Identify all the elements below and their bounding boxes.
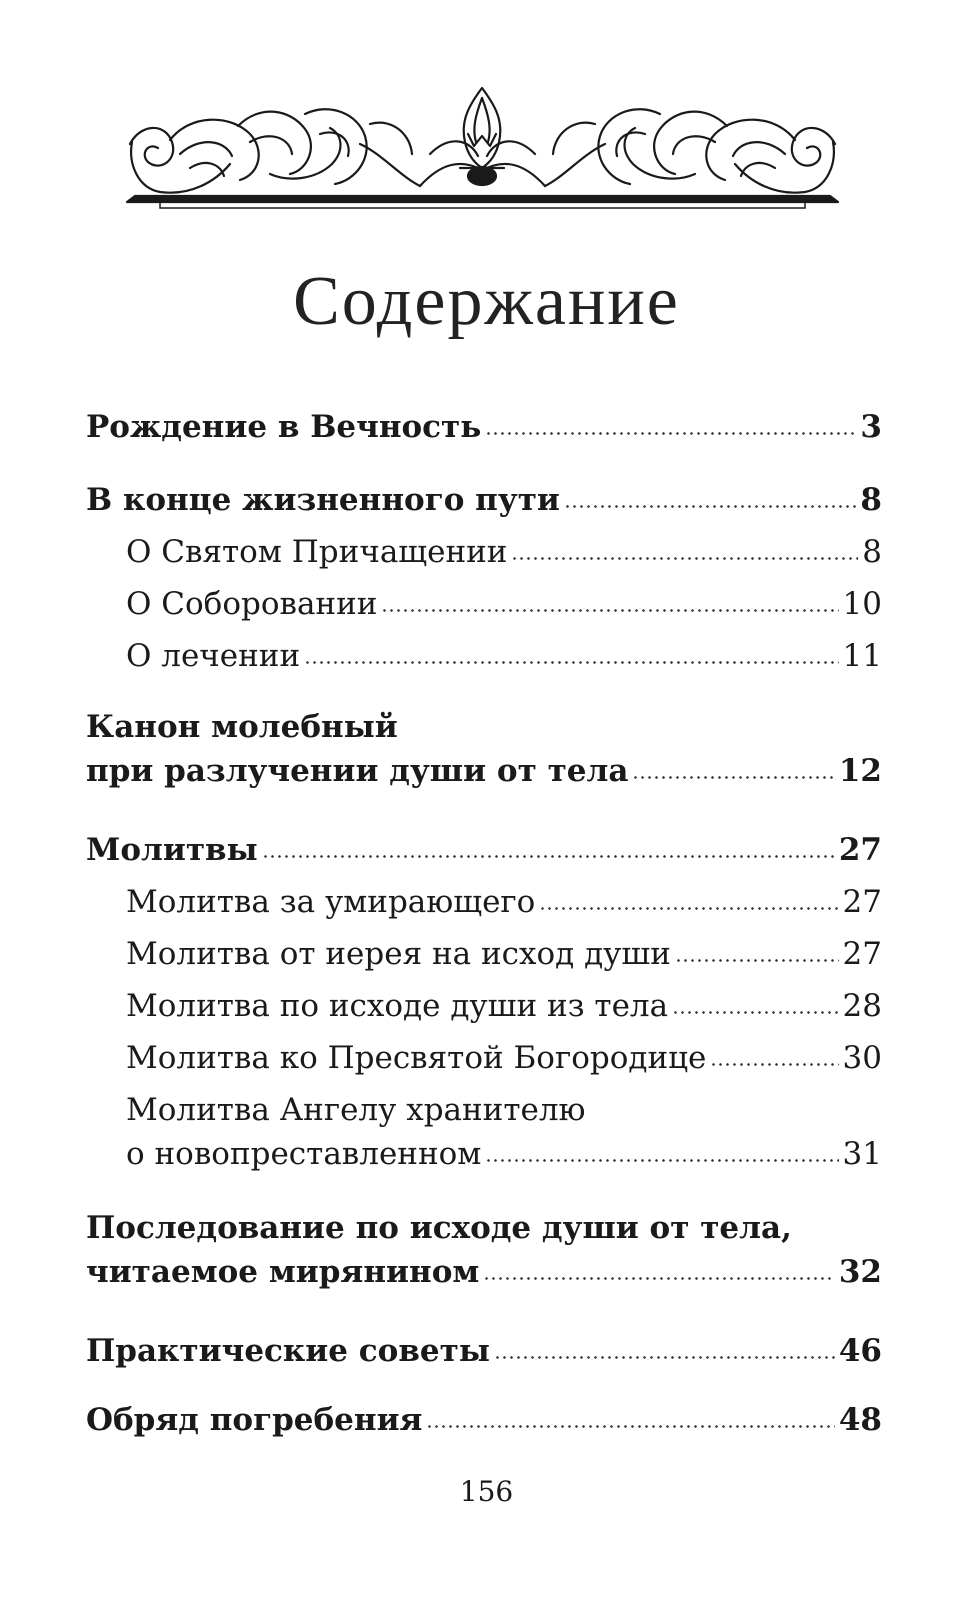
toc-entry-page: 12 bbox=[838, 753, 882, 789]
leader-dots bbox=[511, 557, 858, 560]
leader-dots bbox=[539, 907, 838, 910]
toc-entry-label: Молитва за умирающего bbox=[126, 884, 536, 920]
leader-dots bbox=[485, 432, 856, 435]
toc-entry-page: 8 bbox=[862, 534, 882, 570]
toc-entry-label: Практические советы bbox=[86, 1333, 490, 1369]
toc-subentry[interactable] bbox=[86, 1036, 882, 1080]
toc-subentry[interactable] bbox=[86, 932, 882, 976]
toc-entry-page: 46 bbox=[838, 1333, 882, 1369]
toc-entry-page: 30 bbox=[842, 1040, 882, 1076]
toc-entry-label: Молитвы bbox=[86, 832, 258, 868]
leader-dots bbox=[672, 1011, 838, 1014]
toc-entry-label: Обряд погребения bbox=[86, 1402, 423, 1438]
page-title: Содержание bbox=[293, 263, 680, 340]
toc-entry-page: 27 bbox=[842, 884, 882, 920]
toc-entry-page: 3 bbox=[860, 409, 882, 445]
page-number: 156 bbox=[459, 1475, 514, 1508]
toc-subentry[interactable] bbox=[86, 530, 882, 574]
toc-subentry[interactable] bbox=[86, 984, 882, 1028]
toc-entry-label: Молитва от иерея на исход души bbox=[126, 936, 671, 972]
toc-entry-label: Молитва по исходе души из тела bbox=[126, 988, 669, 1024]
toc-subentry[interactable] bbox=[86, 880, 882, 924]
toc-entry-page: 27 bbox=[842, 936, 882, 972]
toc-entry-page: 10 bbox=[842, 586, 882, 622]
toc-subentry[interactable] bbox=[86, 582, 882, 626]
leader-dots bbox=[304, 661, 838, 664]
leader-dots bbox=[426, 1425, 834, 1428]
toc-entry-page: 28 bbox=[842, 988, 882, 1024]
floral-ornament-header bbox=[120, 84, 845, 220]
toc-entry[interactable] bbox=[86, 405, 882, 449]
toc-entry[interactable] bbox=[86, 705, 882, 801]
toc-entry-label: О Соборовании bbox=[126, 586, 378, 622]
toc-entry[interactable] bbox=[86, 1329, 882, 1373]
toc-entry-page: 32 bbox=[838, 1254, 882, 1290]
toc-entry-label: В конце жизненного пути bbox=[86, 482, 560, 518]
leader-dots bbox=[632, 776, 834, 779]
toc-entry-label-line1: Молитва Ангелу хранителю bbox=[126, 1092, 586, 1128]
toc-entry-label-line1: Последование по исходе души от тела, bbox=[86, 1210, 792, 1246]
toc-entry-label: о новопреставленном bbox=[126, 1136, 482, 1172]
toc-entry-label: читаемое мирянином bbox=[86, 1254, 480, 1290]
toc-subentry[interactable] bbox=[86, 634, 882, 678]
toc-entry[interactable] bbox=[86, 478, 882, 522]
leader-dots bbox=[494, 1356, 835, 1359]
leader-dots bbox=[485, 1159, 838, 1162]
leader-dots bbox=[675, 959, 839, 962]
toc-entry-page: 27 bbox=[838, 832, 882, 868]
leader-dots bbox=[262, 855, 835, 858]
toc-entry[interactable] bbox=[86, 1398, 882, 1442]
toc-entry-label: О лечении bbox=[126, 638, 301, 674]
leader-dots bbox=[564, 505, 857, 508]
leader-dots bbox=[381, 609, 838, 612]
toc-subentry[interactable] bbox=[86, 1088, 882, 1184]
toc-entry[interactable] bbox=[86, 1206, 882, 1302]
toc-entry-page: 11 bbox=[842, 638, 882, 674]
toc-entry-label: О Святом Причащении bbox=[126, 534, 508, 570]
toc-entry-label-line1: Канон молебный bbox=[86, 709, 398, 745]
toc-entry-page: 8 bbox=[860, 482, 882, 518]
toc-entry-page: 31 bbox=[842, 1136, 882, 1172]
toc-entry[interactable] bbox=[86, 828, 882, 872]
toc-entry-label: Рождение в Вечность bbox=[86, 409, 482, 445]
toc-entry-page: 48 bbox=[838, 1402, 882, 1438]
toc-entry-label: Молитва ко Пресвятой Богородице bbox=[126, 1040, 707, 1076]
toc-entry-label: при разлучении души от тела bbox=[86, 753, 629, 789]
leader-dots bbox=[483, 1277, 835, 1280]
leader-dots bbox=[710, 1063, 838, 1066]
